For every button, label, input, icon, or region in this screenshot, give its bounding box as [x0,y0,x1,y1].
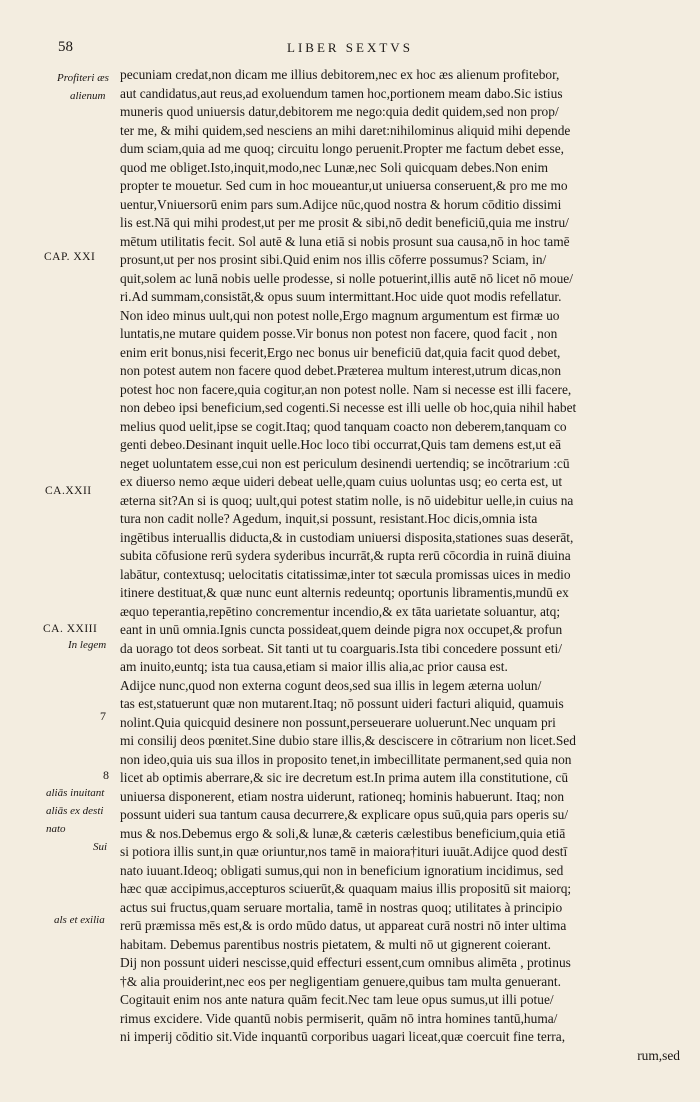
section-number: 7 [100,709,106,723]
text-line: uniuersa disponerent, etiam nostra uiderunt, rationeq; hominis habuerunt. Itaq; non [120,788,565,804]
marginal-note: aliās ex desti [46,805,104,817]
text-line: †& alia prouiderint,nec eos per negligentiam genuere,quibus tam multa genuerant. [120,973,562,989]
text-line: ri.Ad summam,consistāt,& opus suum intermittant.Hoc uide quot modis refellatur. [120,289,562,304]
text-line: lis est.Nā qui mihi prodest,ut per me prosit & sibi,nō dedit beneficiū,quia me instru/ [120,215,569,230]
text-line: prosunt,ut per nos prosint sibi.Quid enim nos illis cōferre possumus? Sciam, in/ [120,252,547,267]
marginal-note: aliās inuitant [46,787,105,799]
text-line: aut candidatus,aut reus,ad exoluendum tamen hoc,portionem meam dabo.Sic istius [120,85,563,101]
text-line: non ideo,quia uis sua illos in proposito tenet,in imbecillitate permanent,sed quia non [120,751,572,767]
text-line: potest hoc non facere,quia cogitur,an non potest nolle. Nam si necesse est illi facere, [120,381,572,397]
text-line: tas est,statuerunt quæ non mutarent.Itaq; nō possunt uideri facturi aliquid, quamuis [120,696,564,711]
text-line: itinere destituat,& quæ nunc eunt alternis redeuntq; oportunis libramentis,mundū ex [120,585,569,600]
main-text-block [120,66,680,1065]
text-line: am inuito,euntq; ista tua causa,etiam si maior illis alia,ac prior causa est. [120,659,508,674]
marginal-note: alienum [70,90,106,102]
text-line: quod me obliget.Isto,inquit,modo,nec Lunæ,nec Soli quicquam debes.Non enim [120,159,549,175]
text-line: neget uoluntatem esse,cui non est periculum desinendi uertendiq; se incōtrarium :cū [120,455,570,471]
text-line: ter me, & mihi quidem,sed nesciens an mihi daret:nihilominus aliquid mihi depende [120,122,571,138]
chapter-marker: CAP. XXI [44,251,96,263]
text-line: genti debeo.Desinant inquit uelle.Hoc loco tibi occurrat,Quis tam demens est,ut eā [120,437,562,452]
chapter-marker: CA.XXII [45,485,92,497]
text-line: licet ab optimis aberrare,& sic ire decretum est.In prima autem illa constitutione, cū [120,770,569,785]
text-line: luntatis,ne mutare quidem posse.Vir bonus non potest non facere, quod facit , non [120,326,558,341]
text-line: æterna sit?An si is quoq; uult,qui potest statim nolle, is nō uidebitur uelle,in cuius na [120,492,574,508]
text-line: subita cōfusione rerū sydera syderibus incurrāt,& rupta rerū cōcordia in ruinā diuina [120,548,571,563]
text-line: actus sui fructus,quam seruare mortalia, tamē in nostras quoq; utilitates à principio [120,899,563,915]
text-line: propter te mouetur. Sed cum in hoc moueantur,ut uniuersa conseruent,& pro me mo [120,178,568,193]
text-line: habitam. Debemus parentibus nostris pietatem, & multi nō ut gignerent coierant. [120,936,552,952]
text-line: si potiora illis sunt,in quæ oriuntur,nos tamē in maiora†ituri iuuāt.Adijce quod destī [120,844,568,859]
text-line: enim erit bonus,nisi fecerit,Ergo nec bonus uir beneficiū dat,quia facit quod debet, [120,344,561,360]
marginal-note: In legem [68,639,107,651]
text-line: æquo teperantia,repētino concrementur incendio,& ex tāta uarietate soluantur, atq; [120,603,561,619]
text-line: muneris quod uniuersis datur,debitorem me nego:quia dedit quidem,sed non prop/ [120,104,559,119]
text-line: pecuniam credat,non dicam me illius debitorem,nec ex hoc æs alienum profitebor, [120,67,560,82]
text-line: Cogitauit enim nos ante natura quām fecit.Nec tam leue opus sumus,ut illi potue/ [120,992,554,1007]
text-line: non debeo ipsi beneficium,sed cogenti.Si necesse est illi uelle ob hoc,quia nihil habet [120,400,577,415]
text-line: Non ideo minus uult,qui non potest nolle,Ergo magnum argumentum est firmæ uo [120,307,560,323]
text-line: Dij non possunt uideri nescisse,quid effecturi essent,cum omnibus alimēta , protinus [120,955,571,970]
text-line: melius quod uelit,ipse se cogit.Itaq; quod tanquam coacto non deberem,tanquam co [120,418,567,434]
text-line: tura non cadit nolle? Agedum, inquit,si possunt, resistant.Hoc dicis,omnia ista [120,511,538,526]
text-line: mētum utilitatis fecit. Sol autē & luna etiā si nobis prosunt sua causa,nō in hoc tamē [120,233,570,249]
marginal-note: als et exilia [54,914,105,926]
text-line: rum,sed [637,1047,680,1063]
marginal-note: Sui [93,841,108,853]
marginal-note: Profiteri æs [57,72,109,84]
text-line: nato iuuant.Ideoq; obligati sumus,qui non in beneficium ignoratium incidimus, sed [120,862,564,878]
text-line: mi consilij deos pœnitet.Sine dubio stare illis,& desciscere in cōtrarium non licet.Sed [120,733,576,748]
text-line: possunt uideri sua tantum causa decurrere,& explicare opus suū,quia pars operis su/ [120,807,569,822]
text-line: da uorago tot deos sorbeat. Sit tanti ut tu coarguaris.Ista tibi concedere possunt eti/ [120,640,562,656]
text-line: ex diuerso nemo æque uideri debeat uelle,quam cuius uoluntas usq; eo certa est, ut [120,474,563,489]
text-line: ingētibus interuallis diducta,& in custodiam uniuersi disposita,stationes suas deserāt, [120,529,574,545]
text-line: eant in unū omnia.Ignis cuncta possideat,quem deinde pigra nox occupet,& profun [120,622,563,637]
text-line: uentur,Vniuersorū enim pars sum.Adijce nūc,quod nostra & horum cōditio dissimi [120,196,562,212]
text-line: hæc quæ accipimus,accepturos sciuerūt,& quaquam maius illis propositū sit maiorq; [120,881,572,896]
text-line: rerū præmissa mēs est,& is ordo mūdo datus, ut appareat curā nostri nō inter ultima [120,918,567,933]
text-line: Adijce nunc,quod non externa cogunt deos,sed sua illis in legem æterna uolun/ [120,677,542,693]
text-line: nolint.Quia quicquid desinere non possunt,perseuerare uoluerunt.Nec unquam pri [120,714,556,730]
text-line: non potest autem non facere quod debet.Præterea multum interest,utrum dicas,non [120,363,562,378]
text-line: mus & nos.Debemus ergo & soli,& lunæ,& cæteris cælestibus beneficium,quia etiā [120,825,566,841]
page-number: 58 [58,39,73,55]
text-line: ni imperij cōditio sit.Vide inquantū corporibus uagari liceat,quæ coercuit fine terra, [120,1029,566,1044]
marginal-note: nato [46,823,66,835]
chapter-marker: CA. XXIII [43,623,98,635]
text-line: rimus excidere. Vide quantū nobis permiserit, quām nō intra homines tantū,huma/ [120,1010,558,1026]
section-number: 8 [103,768,109,782]
text-line: labātur, contextusq; uelocitatis citatissimæ,inter tot sæcula promissas uices in medio [120,566,571,582]
text-line: quit,solem ac lunā nobis uelle prodesse, si nolle potuerint,illis autē nō licet nō moue/ [120,270,573,286]
text-line: dum sciam,quia ad me quoq; circuitu longo peruenit.Propter me factum debet esse, [120,141,564,156]
running-head: LIBER SEXTVS [287,40,413,55]
